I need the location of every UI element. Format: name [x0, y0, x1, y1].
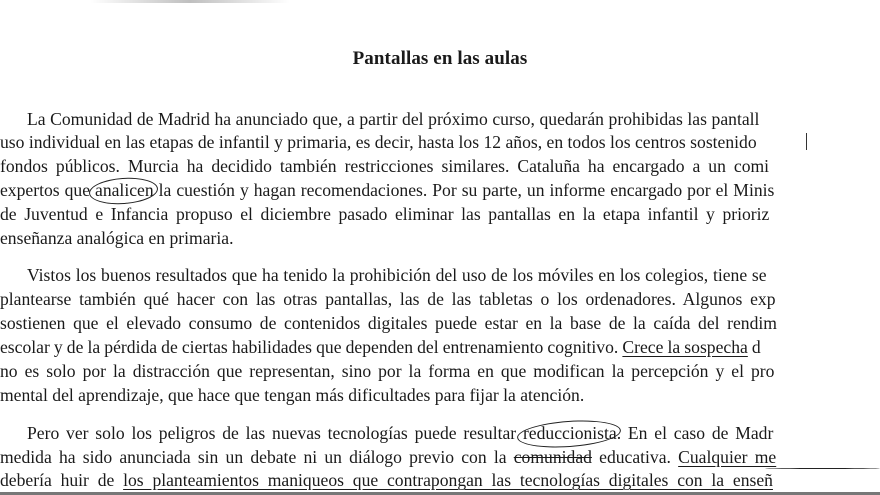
- text-segment: . En el caso de Madr: [616, 423, 774, 443]
- paragraph-2-line-6: mental del aprendizaje, que hace que tengan más dificultades para fijar la atención.: [0, 385, 585, 405]
- text-segment: d: [747, 337, 761, 357]
- circled-word-annotation: reduccionista: [522, 423, 617, 443]
- scan-shadow: [90, 0, 290, 3]
- paragraph-1-line-6: enseñanza analógica en primaria.: [0, 228, 234, 248]
- pen-mark: [806, 133, 807, 150]
- paragraph-1-line-5: de Juventud e Infancia propuso el diciembre pasado eliminar las pantallas en la etapa infantil y prioriz: [0, 204, 770, 224]
- paragraph-2-line-1: Vistos los buenos resultados que ha tenido la prohibición del uso de los móviles en los colegios, tiene se: [27, 265, 767, 285]
- text-segment: expertos que: [0, 180, 96, 200]
- text-segment: escolar y de la pérdida de ciertas habilidades que dependen del entrenamiento cognitivo.: [0, 337, 623, 357]
- text-segment: la cuestión y hagan recomendaciones. Por su parte, un informe encargado por el Minis: [153, 180, 775, 200]
- struck-word-annotation: comunidad: [513, 447, 592, 467]
- paragraph-1-line-4: [0, 180, 774, 200]
- paragraph-2-line-5: no es solo por la distracción que representan, sino por la forma en que modifican la percepción y el pro: [0, 361, 775, 381]
- paragraph-3-line-3: [0, 470, 773, 490]
- circled-word-annotation: analicen: [95, 180, 154, 200]
- page-title: Pantallas en las aulas: [352, 48, 528, 69]
- paragraph-2-line-2: plantearse también qué hacer con las otras pantallas, las de las tabletas o los ordenadores. Algunos exp: [0, 289, 776, 309]
- paragraph-2-line-4: [0, 337, 761, 357]
- paragraph-1-line-1: La Comunidad de Madrid ha anunciado que, a partir del próximo curso, quedarán prohibidas las pantall: [27, 109, 760, 129]
- underlined-phrase-annotation: los planteamientos maniqueos que contrapongan las tecnologías digitales con la enseñ: [123, 470, 773, 490]
- underlined-phrase-annotation: Crece la sospecha: [622, 337, 748, 357]
- pen-stroke-annotation: [765, 468, 880, 469]
- paragraph-1-line-2: uso individual en las etapas de infantil y primaria, es decir, hasta los 12 años, en todos los centros sostenido: [0, 132, 757, 152]
- text-segment: medida ha sido anunciada sin un debate ni un diálogo previo con la: [0, 447, 514, 467]
- paragraph-3-line-1: [27, 423, 773, 443]
- text-segment: debería huir de: [0, 470, 124, 490]
- paragraph-3-line-2: [0, 447, 776, 467]
- text-segment: Pero ver solo los peligros de las nuevas tecnologías puede resultar: [27, 423, 523, 443]
- paragraph-2-line-3: sostienen que el elevado consumo de contenidos digitales puede estar en la base de la caída del rendim: [0, 313, 777, 333]
- text-segment: educativa.: [591, 447, 679, 467]
- underlined-phrase-annotation: Cualquier me: [678, 447, 777, 467]
- paragraph-1-line-3: fondos públicos. Murcia ha decidido también restricciones similares. Cataluña ha encargado a un comi: [0, 156, 770, 176]
